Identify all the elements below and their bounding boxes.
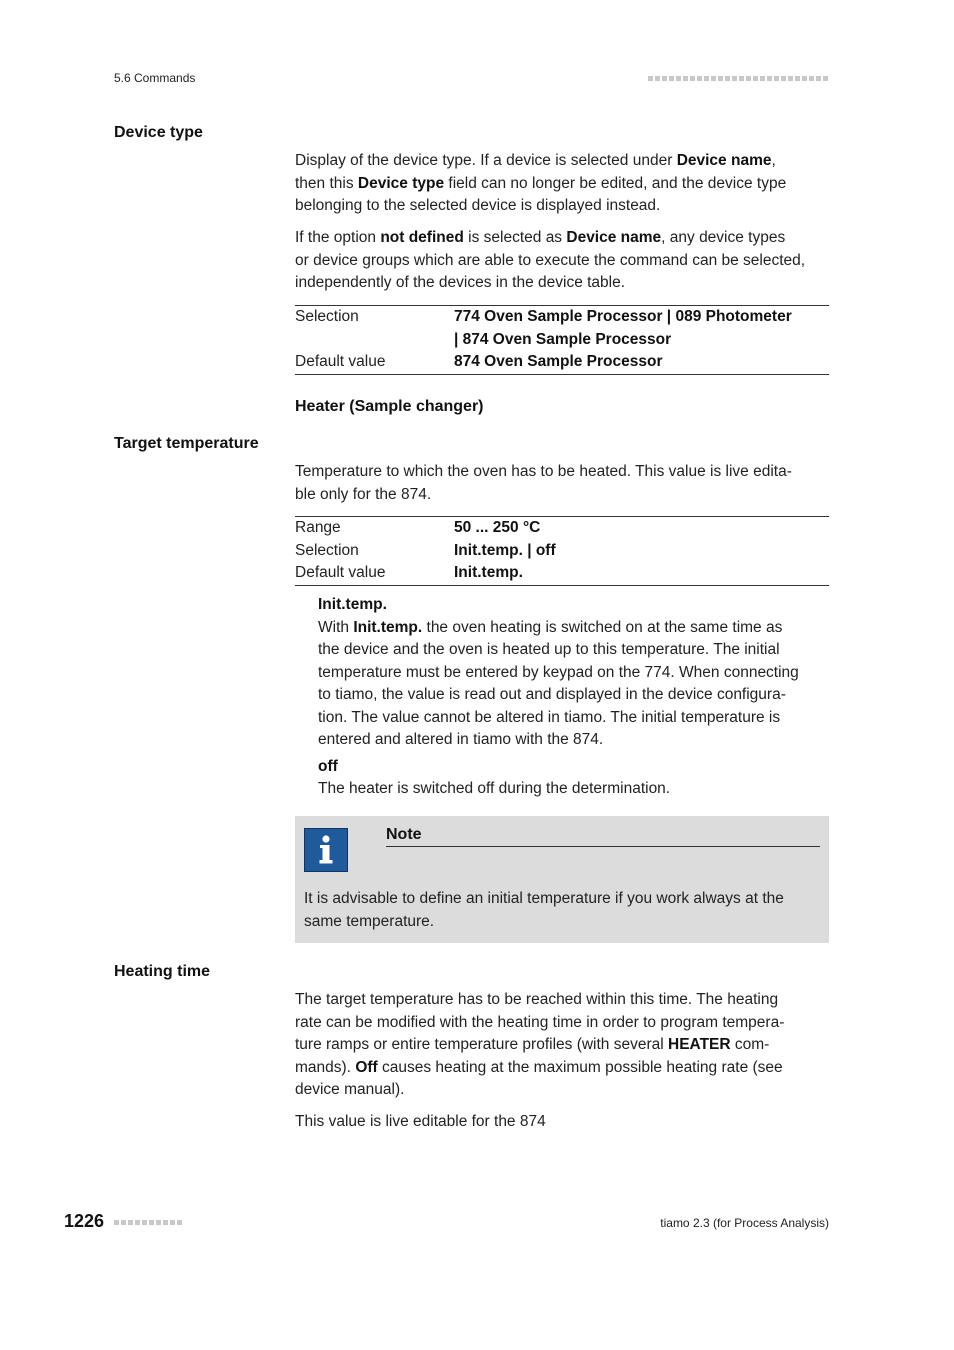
device-type-note-paragraph: If the option not defined is selected as Device name, any device types or device groups which are able to execute the command can be selected, independently of the devices in the device table.: [295, 229, 806, 291]
off-description: The heater is switched off during the determination.: [318, 780, 671, 797]
device-type-heading: Device type: [114, 124, 203, 141]
table-row: [295, 540, 829, 563]
footer-product-name: tiamo 2.3 (for Process Analysis): [660, 1216, 829, 1230]
page-number: 1226: [64, 1211, 105, 1231]
heating-time-live-edit-note: This value is live editable for the 874: [295, 1113, 546, 1130]
footer-separator-dots: [114, 1220, 182, 1225]
selection-definitions: [318, 594, 829, 801]
default-value: Init.temp.: [454, 564, 523, 581]
target-temperature-heading: Target temperature: [114, 435, 259, 452]
device-type-parameter-table: [295, 305, 829, 375]
range-label: Range: [295, 519, 341, 536]
info-icon: [304, 828, 348, 872]
running-header-section: 5.6 Commands: [114, 71, 196, 85]
target-temperature-description: Temperature to which the oven has to be heated. This value is live edita- ble only for the 874.: [295, 463, 792, 503]
note-text: It is advisable to define an initial temperature if you work always at the same temperature.: [304, 890, 784, 930]
default-value: 874 Oven Sample Processor: [454, 353, 663, 370]
table-row: [295, 351, 829, 374]
table-row: [295, 562, 829, 585]
target-temperature-parameter-table: [295, 516, 829, 586]
init-temp-term: Init.temp.: [318, 596, 387, 613]
default-value-label: Default value: [295, 564, 386, 581]
table-row: [295, 517, 829, 540]
device-type-description: Display of the device type. If a device is selected under Device name, then this Device type field can no longer be edited, and the device type belonging to the selected device is displayed instead.: [295, 152, 787, 214]
heating-time-description: The target temperature has to be reached within this time. The heating rate can be modified with the heating time in order to program tempera- ture ramps or entire temperature profiles (with several HEATER com- mands). Off causes heating at the maximum possible heating rate (see device manual).: [295, 991, 785, 1098]
header-separator-dots: [648, 76, 828, 81]
selection-label: Selection: [295, 541, 359, 559]
table-row: [295, 306, 829, 351]
heating-time-heading: Heating time: [114, 963, 211, 980]
init-temp-description: With Init.temp. the oven heating is switched on at the same time as the device and the oven is heated up to this temperature. The initial temperature must be entered by keypad on the 774. When connecting to tiamo, the value is read out and displayed in the device configura- tion. The value cannot be altered in tiamo. The initial temperature is entered and altered in tiamo with the 874.: [318, 618, 799, 748]
selection-label: Selection: [295, 308, 359, 325]
selection-value: Init.temp. | off: [454, 541, 556, 559]
note-title: Note: [386, 826, 820, 847]
default-value-label: Default value: [295, 353, 386, 370]
off-term: off: [318, 757, 338, 775]
range-value: 50 ... 250 °C: [454, 519, 541, 536]
heater-section-heading: Heater (Sample changer): [295, 398, 484, 415]
selection-value: 774 Oven Sample Processor | 089 Photometer | 874 Oven Sample Processor: [454, 308, 792, 348]
note-box: [295, 816, 829, 943]
